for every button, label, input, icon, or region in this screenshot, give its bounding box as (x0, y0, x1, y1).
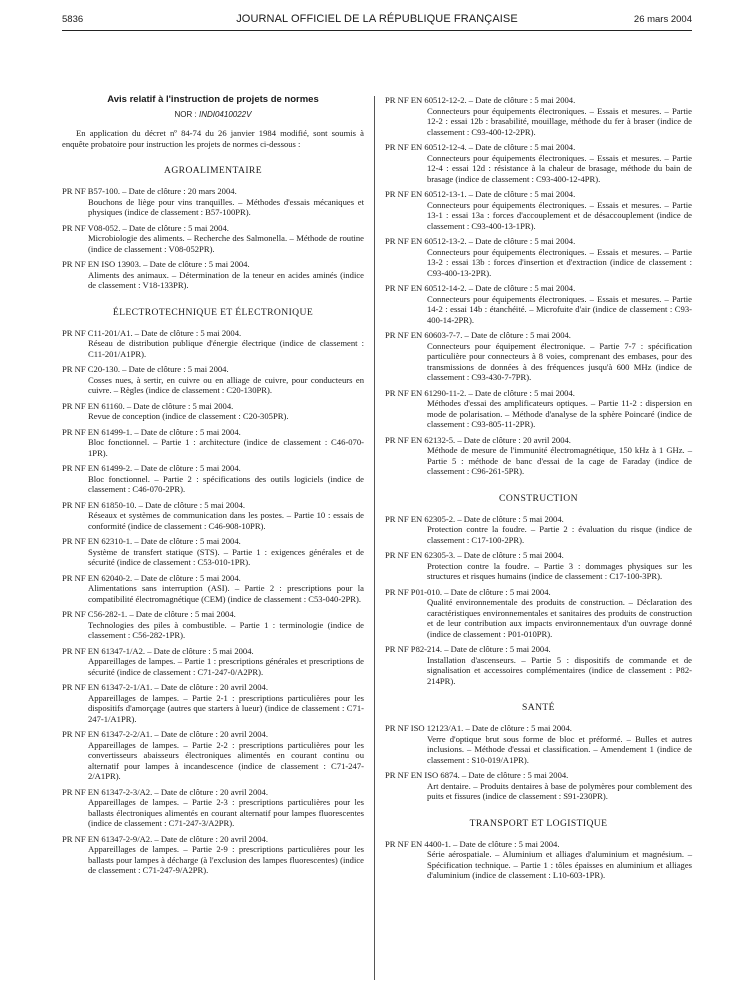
standard-entry (385, 514, 692, 546)
standard-reference: PR NF EN 60512-12-4. – Date de clôture : 5 mai 2004. (385, 142, 576, 152)
standard-reference: PR NF EN 61850-10. – Date de clôture : 5 mai 2004. (62, 499, 246, 510)
standard-reference: PR NF EN 61347-2-1/A1. – Date de clôture : 20 avril 2004. (62, 682, 268, 692)
standard-reference: PR NF ISO 12123/A1. – Date de clôture : 5 mai 2004. (385, 723, 572, 733)
standard-entry (62, 328, 364, 360)
standard-description: Connecteurs pour équipement électronique. – Partie 7-7 : spécification particulière pour connecteurs à 8 voies, comprenant des embases, pour des transmissions de données à des fréquences jusqu'à 600 MHz (indice de classement : C93-430-7-7PR). (427, 340, 692, 382)
standard-reference: PR NF EN 61499-2. – Date de clôture : 5 mai 2004. (62, 463, 241, 473)
standard-description: Appareillages de lampes. – Partie 2-9 : prescriptions particulières pour les ballasts pour lampes à décharge (à l'exclusion des lampes fluorescentes) (indice de classement : C71-247-9/A2PR). (88, 844, 364, 875)
standard-reference: PR NF EN 61499-1. – Date de clôture : 5 mai 2004. (62, 426, 241, 437)
standard-description: Réseau de distribution publique d'énergie électrique (indice de classement : C11-201/A1PR). (88, 338, 364, 359)
standard-entry (62, 573, 364, 605)
page-header (62, 12, 692, 31)
standard-reference: PR NF EN 62310-1. – Date de clôture : 5 mai 2004. (62, 536, 241, 546)
standard-description: Connecteurs pour équipements électroniques. – Essais et mesures. – Partie 13-2 : essai 13b : forces d'insertion et d'extraction (indice de classement : C93-400-13-2PR). (427, 246, 692, 278)
section-heading: CONSTRUCTION (499, 492, 578, 504)
standard-reference: PR NF EN 61290-11-2. – Date de clôture : 5 mai 2004. (385, 387, 575, 398)
standard-reference: PR NF EN 61347-2-3/A2. – Date de clôture : 20 avril 2004. (62, 786, 268, 797)
standard-description: Revue de conception (indice de classement : C20-305PR). (88, 411, 289, 421)
standard-reference: PR NF V08-052. – Date de clôture : 5 mai 2004. (62, 222, 229, 233)
standard-reference: PR NF P82-214. – Date de clôture : 5 mai 2004. (385, 644, 551, 654)
standard-description: Appareillages de lampes. – Partie 2-3 : prescriptions particulières pour les ballasts électroniques alimentés en courant alternatif pour lampes fluorescentes (indice de classement : C71-247-3/A2PR). (88, 797, 364, 828)
standard-description: Connecteurs pour équipements électroniques. – Essais et mesures. – Partie 13-1 : essai 13a : forces d'accouplement et de désaccouplement (indice de classement : C93-400-13-1PR). (427, 199, 692, 231)
standard-reference: PR NF C20-130. – Date de clôture : 5 mai 2004. (62, 364, 229, 374)
standard-reference: PR NF B57-100. – Date de clôture : 20 mars 2004. (62, 186, 237, 196)
standard-reference: PR NF P01-010. – Date de clôture : 5 mai 2004. (385, 586, 551, 597)
standard-reference: PR NF EN 62305-3. – Date de clôture : 5 mai 2004. (385, 550, 564, 560)
standard-entry (62, 646, 364, 678)
standard-entry (385, 236, 692, 278)
standard-entry (385, 839, 692, 881)
standard-entry (385, 587, 692, 640)
standard-reference: PR NF EN 61347-2-2/A1. – Date de clôture : 20 avril 2004. (62, 729, 268, 739)
left-column (62, 94, 364, 881)
standard-description: Bloc fonctionnel. – Partie 1 : architecture (indice de classement : C46-070-1PR). (88, 437, 364, 458)
standard-reference: PR NF EN ISO 6874. – Date de clôture : 5 mai 2004. (385, 770, 569, 780)
standard-entry (62, 834, 364, 876)
standard-reference: PR NF EN 61347-1/A2. – Date de clôture : 5 mai 2004. (62, 645, 254, 656)
column-divider (374, 96, 375, 980)
standard-entry (62, 401, 364, 422)
standard-entry (385, 142, 692, 184)
standard-entry (385, 723, 692, 765)
standard-entry (385, 550, 692, 582)
standard-entry (385, 435, 692, 477)
nor-label: NOR : (174, 110, 199, 119)
section-heading: SANTÉ (522, 702, 555, 713)
standard-reference: PR NF EN 4400-1. – Date de clôture : 5 mai 2004. (385, 838, 560, 849)
standard-description: Appareillages de lampes. – Partie 2-1 : prescriptions particulières pour les dispositifs d'amorçage (autres que starters à lueur) (indice de classement : C71-247-1/A1PR). (88, 692, 364, 724)
section-heading: ÉLECTROTECHNIQUE ET ÉLECTRONIQUE (112, 306, 314, 318)
standard-reference: PR NF EN 60512-13-2. – Date de clôture : 5 mai 2004. (385, 236, 576, 246)
standard-reference: PR NF EN 60603-7-7. – Date de clôture : 5 mai 2004. (385, 330, 571, 340)
standard-description: Connecteurs pour équipements électroniques. – Essais et mesures. – Partie 14-2 : essai 14b : étanchéité. – Microfuite d'air (indice de classement : C93-400-14-2PR). (427, 293, 692, 325)
right-column (385, 95, 692, 886)
standard-entry (385, 644, 692, 686)
standard-entry (62, 682, 364, 724)
standard-description: Connecteurs pour équipements électroniques. – Essais et mesures. – Partie 12-2 : essai 12b : brasabilité, mouillage, méthode du fer à braser (indice de classement : C93-400-12-2PR). (427, 105, 692, 137)
standard-entry (62, 427, 364, 459)
standard-reference: PR NF EN 62040-2. – Date de clôture : 5 mai 2004. (62, 572, 241, 583)
standard-reference: PR NF EN 60512-13-1. – Date de clôture : 5 mai 2004. (385, 189, 576, 199)
standard-entry (385, 388, 692, 430)
standard-entry (62, 729, 364, 782)
standard-reference: PR NF C11-201/A1. – Date de clôture : 5 mai 2004. (62, 327, 242, 338)
standard-reference: PR NF EN 61347-2-9/A2. – Date de clôture : 20 avril 2004. (62, 833, 268, 844)
standard-description: Qualité environnementale des produits de construction. – Déclaration des caractéristiques environnementales et sanitaires des produits de construction et de leur contribution aux impacts environnementaux d'un ouvrage donné (indice de classement : P01-010PR). (427, 597, 692, 639)
standard-entry (62, 787, 364, 829)
standard-description: Système de transfert statique (STS). – Partie 1 : exigences générales et de sécurité (indice de classement : C53-010-1PR). (88, 546, 364, 567)
standard-description: Réseaux et systèmes de communication dans les postes. – Partie 10 : essais de conformité (indice de classement : C46-908-10PR). (88, 510, 364, 531)
standard-description: Connecteurs pour équipements électroniques. – Essais et mesures. – Partie 12-4 : essai 12d : résistance à la chaleur de brasage, méthode du bain de brasage (indice de classement : C93-400-12-4PR). (427, 152, 692, 184)
standard-entry (62, 609, 364, 641)
section-heading: AGROALIMENTAIRE (164, 165, 262, 176)
journal-title: JOURNAL OFFICIEL DE LA RÉPUBLIQUE FRANÇAISE (236, 13, 518, 25)
standard-description: Appareillages de lampes. – Partie 1 : prescriptions générales et prescriptions de sécurité (indice de classement : C71-247-0/A2PR). (88, 656, 364, 677)
standard-entry (62, 463, 364, 495)
standard-reference: PR NF C56-282-1. – Date de clôture : 5 mai 2004. (62, 609, 236, 619)
standard-description: Technologies des piles à combustible. – Partie 1 : terminologie (indice de classement : C56-282-1PR). (88, 619, 364, 640)
standard-description: Microbiologie des aliments. – Recherche des Salmonella. – Méthode de routine (indice de classement : V08-052PR). (88, 233, 364, 254)
standard-description: Aliments des animaux. – Détermination de la teneur en acides aminés (indice de classement : V18-133PR). (88, 269, 364, 290)
section-heading: TRANSPORT ET LOGISTIQUE (469, 817, 608, 829)
standard-description: Installation d'ascenseurs. – Partie 5 : dispositifs de commande et de signalisation et accessoires complémentaires (indice de classement : P82-214PR). (427, 654, 692, 686)
standard-reference: PR NF EN 62305-2. – Date de clôture : 5 mai 2004. (385, 513, 564, 524)
notice-intro: En application du décret nº 84-74 du 26 janvier 1984 modifié, sont soumis à enquête probatoire pour instruction les projets de normes ci-dessous : (62, 128, 364, 149)
standard-reference: PR NF EN 61160. – Date de clôture : 5 mai 2004. (62, 400, 234, 411)
nor-reference (62, 110, 364, 120)
notice-title: Avis relatif à l'instruction de projets de normes (107, 94, 319, 105)
standard-entry (62, 259, 364, 291)
standard-entry (385, 770, 692, 802)
right-sections (385, 95, 692, 881)
page-number: 5836 (62, 14, 84, 25)
standard-description: Art dentaire. – Produits dentaires à base de polymères pour comblement des puits et fissures (indice de classement : S91-230PR). (427, 780, 692, 801)
standard-description: Bouchons de liège pour vins tranquilles. – Méthodes d'essais mécaniques et physiques (indice de classement : B57-100PR). (88, 196, 364, 217)
standard-reference: PR NF EN 60512-12-2. – Date de clôture : 5 mai 2004. (385, 95, 576, 105)
standard-entry (62, 500, 364, 532)
standard-entry (385, 330, 692, 383)
standard-entry (62, 186, 364, 218)
standard-entry (385, 283, 692, 325)
nor-code: INDI0410022V (198, 110, 252, 119)
standard-description: Alimentations sans interruption (ASI). – Partie 2 : prescriptions pour la compatibilité électromagnétique (CEM) (indice de classement : C53-040-2PR). (88, 583, 364, 604)
standard-description: Bloc fonctionnel. – Partie 2 : spécifications des outils logiciels (indice de classement : C46-070-2PR). (88, 473, 364, 494)
standard-entry (62, 364, 364, 396)
standard-entry (385, 189, 692, 231)
left-sections (62, 165, 364, 876)
standard-description: Méthodes d'essai des amplificateurs optiques. – Partie 11-2 : dispersion en mode de polarisation. – Méthode d'analyse de la sphère Poincaré (indice de classement : C93-805-11-2PR). (427, 398, 692, 429)
standard-description: Appareillages de lampes. – Partie 2-2 : prescriptions particulières pour les convertisseurs abaisseurs électroniques alimentés en courant continu ou alternatif pour lampes à incandescence (indice de classement : C71-247-2/A1PR). (88, 739, 364, 781)
standard-entry (62, 536, 364, 568)
standard-description: Protection contre la foudre. – Partie 2 : évaluation du risque (indice de classement : C17-100-2PR). (427, 524, 692, 545)
standard-description: Verre d'optique brut sous forme de bloc et préformé. – Bulles et autres inclusions. – Méthode d'essai et classification. – Amendement 1 (indice de classement : S10-019/A1PR). (427, 733, 692, 765)
standard-entry (62, 223, 364, 255)
standard-description: Cosses nues, à sertir, en cuivre ou en alliage de cuivre, pour conducteurs en cuivre. – Règles (indice de classement : C20-130PR). (88, 374, 364, 395)
standard-description: Série aérospatiale. – Aluminium et alliages d'aluminium et magnésium. – Spécification technique. – Partie 1 : tôles épaisses en aluminium et alliages d'aluminium (indice de classement : L10-603-1PR). (427, 849, 692, 880)
standard-reference: PR NF EN ISO 13903. – Date de clôture : 5 mai 2004. (62, 259, 250, 269)
standard-reference: PR NF EN 60512-14-2. – Date de clôture : 5 mai 2004. (385, 283, 576, 293)
standard-description: Méthode de mesure de l'immunité électromagnétique, 150 kHz à 1 GHz. – Partie 5 : méthode de banc d'essai de la cage de Faraday (indice de classement : C96-261-5PR). (427, 445, 692, 476)
standard-entry (385, 95, 692, 137)
issue-date: 26 mars 2004 (633, 14, 692, 25)
standard-reference: PR NF EN 62132-5. – Date de clôture : 20 avril 2004. (385, 434, 571, 445)
standard-description: Protection contre la foudre. – Partie 3 : dommages physiques sur les structures et risques humains (indice de classement : C17-100-3PR). (427, 560, 692, 581)
